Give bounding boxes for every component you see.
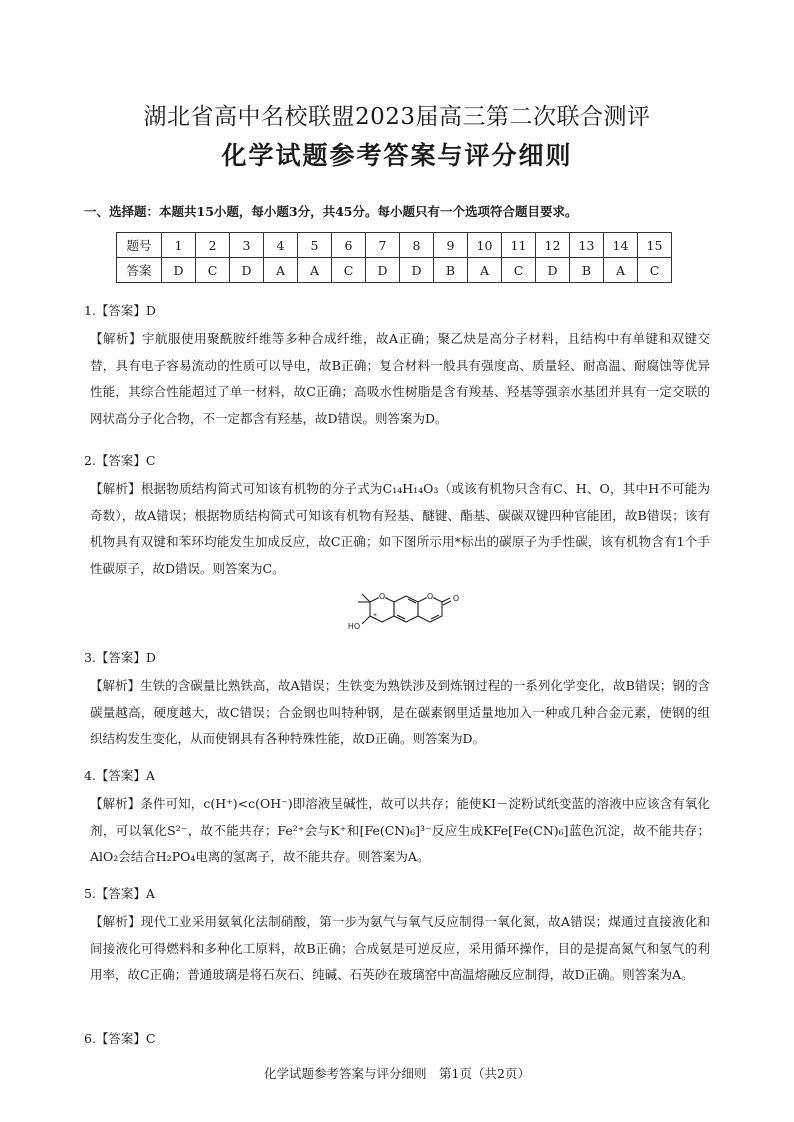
page-footer: 化学试题参考答案与评分细则 第1页（共2页） <box>264 1066 530 1081</box>
table-cell: 5 <box>298 233 332 258</box>
answer-table <box>116 232 672 283</box>
table-cell: 4 <box>264 233 298 258</box>
table-cell: 9 <box>434 233 468 258</box>
answer-line-4: 4.【答案】A <box>84 768 155 783</box>
analysis-paragraph-3: 【解析】生铁的含碳量比熟铁高，故A错误；生铁变为熟铁涉及到炼钢过程的一系列化学变化，故B错误；钢的含碳量越高，硬度越大，故C错误；合金钢也叫特种钢，是在碳素钢里适量地加入一种或几种合金元素，使钢的组织结构发生变化，从而使钢具有各种特殊性能，故D正确。则答案为D。 <box>90 678 710 746</box>
table-cell: 10 <box>468 233 502 258</box>
table-cell: A <box>468 258 502 283</box>
table-cell: 8 <box>400 233 434 258</box>
table-cell: 11 <box>502 233 536 258</box>
table-row-answers <box>117 258 672 283</box>
table-cell: D <box>536 258 570 283</box>
analysis-paragraph-5: 【解析】现代工业采用氨氧化法制硝酸，第一步为氨气与氧气反应制得一氧化氮，故A错误；煤通过直接液化和间接液化可得燃料和多种化工原料，故B正确；合成氨是可逆反应，采用循环操作，目的是提高氮气和氢气的利用率，故C正确；普通玻璃是将石灰石、纯碱、石英砂在玻璃窑中高温熔融反应制得，故D正确。则答案为A。 <box>90 914 710 982</box>
table-cell: 12 <box>536 233 570 258</box>
table-cell: D <box>366 258 400 283</box>
svg-text:O: O <box>378 592 386 601</box>
table-cell: C <box>502 258 536 283</box>
table-cell: B <box>570 258 604 283</box>
answer-line-1: 1.【答案】D <box>84 303 156 318</box>
analysis-paragraph-2: 【解析】根据物质结构简式可知该有机物的分子式为C₁₄H₁₄O₃（或该有机物只含有C、H、O，其中H不可能为奇数），故A错误；根据物质结构简式可知该有机物有羟基、醚键、酯基、碳碳双键四种官能团，故B错误；该有机物具有双键和苯环均能发生加成反应，故C正确；如下图所示用*标出的碳原子为手性碳，该有机物含有1个手性碳原子，故D错误。则答案为C。 <box>90 481 710 576</box>
answer-line-6: 6.【答案】C <box>84 1031 156 1046</box>
table-cell: D <box>230 258 264 283</box>
table-cell: 15 <box>638 233 672 258</box>
ho-label: HO <box>347 622 361 631</box>
page-subtitle: 化学试题参考答案与评分细则 <box>221 141 573 170</box>
table-cell: B <box>434 258 468 283</box>
table-cell: 14 <box>604 233 638 258</box>
table-cell: D <box>162 258 196 283</box>
analysis-paragraph-4: 【解析】条件可知，c(H⁺)<c(OH⁻)即溶液呈碱性，故可以共存；能使KI－淀粉试纸变蓝的溶液中应该含有氧化剂，可以氧化S²⁻，故不能共存；Fe²⁺会与K⁺和[Fe(CN)₆]³⁻反应生成KFe[Fe(CN)₆]蓝色沉淀，故不能共存；AlO₂会结合H₂PO₄电离的氢离子，故不能共存。则答案为A。 <box>90 796 710 864</box>
answer-line-2: 2.【答案】C <box>84 453 156 468</box>
table-header-cell: 题号 <box>117 233 162 258</box>
chiral-star-label: * <box>373 612 377 620</box>
analysis-paragraph-1: 【解析】宇航服使用聚酰胺纤维等多种合成纤维，故A正确；聚乙炔是高分子材料，且结构中有单键和双键交替，具有电子容易流动的性质可以导电，故B正确；复合材料一般具有强度高、质量轻、耐高温、耐腐蚀等优异性能，其综合性能超过了单一材料，故C正确；高吸水性树脂是含有羧基、羟基等强亲水基团并具有一定交联的网状高分子化合物，不一定都含有羟基，故D错误。则答案为D。 <box>90 331 710 426</box>
table-cell: A <box>264 258 298 283</box>
table-header-cell: 答案 <box>117 258 162 283</box>
molecule-structure-image <box>340 588 470 640</box>
section-heading: 一、选择题：本题共15小题，每小题3分，共45分。每小题只有一个选项符合题目要求。 <box>84 204 578 219</box>
table-cell: A <box>298 258 332 283</box>
table-cell: 3 <box>230 233 264 258</box>
answer-line-3: 3.【答案】D <box>84 650 156 665</box>
table-cell: C <box>638 258 672 283</box>
answer-line-5: 5.【答案】A <box>84 886 155 901</box>
table-cell: C <box>196 258 230 283</box>
table-cell: 1 <box>162 233 196 258</box>
table-cell: A <box>604 258 638 283</box>
svg-text:O: O <box>426 592 434 601</box>
svg-text:O: O <box>452 594 460 603</box>
table-cell: 7 <box>366 233 400 258</box>
table-cell: 13 <box>570 233 604 258</box>
table-cell: C <box>332 258 366 283</box>
table-cell: D <box>400 258 434 283</box>
table-cell: 2 <box>196 233 230 258</box>
page-title: 湖北省高中名校联盟2023届高三第二次联合测评 <box>143 104 651 130</box>
table-cell: 6 <box>332 233 366 258</box>
table-row-numbers <box>117 233 672 258</box>
